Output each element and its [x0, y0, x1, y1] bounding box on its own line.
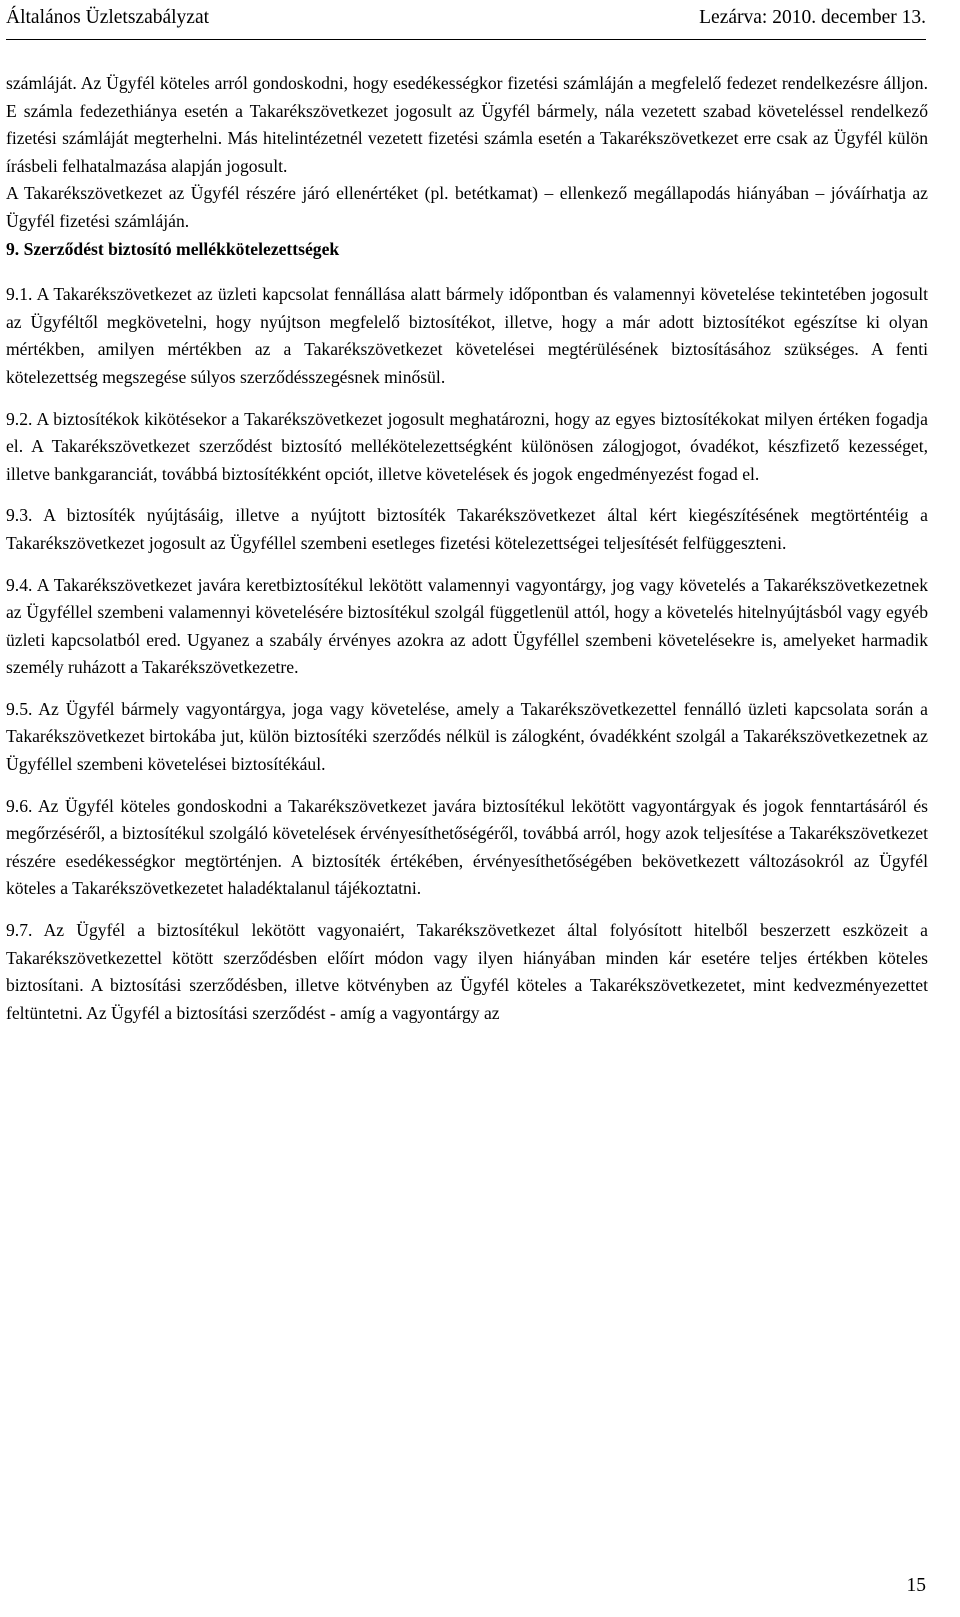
clause-9-7: 9.7. Az Ügyfél a biztosítékul lekötött vagyonaiért, Takarékszövetkezet által folyósított hitelből beszerzett eszközeit a Takarékszövetkezettel kötött szerződésben előírt módon vagy ilyen hiányában minden kár esetére teljes értékben köteles biztosítani. A biztosítási szerződésben, illetve kötvényben az Ügyfél köteles a Takarékszövetkezetet, mint kedvezményezettet feltüntetni. Az Ügyfél a biztosítási szerződést - amíg a vagyontárgy az — [6, 920, 928, 1023]
clause-9-6: 9.6. Az Ügyfél köteles gondoskodni a Takarékszövetkezet javára biztosítékul lekötött vagyontárgyak és jogok fenntartásáról és megőrzéséről, a biztosítékul szolgáló követelések érvényesíthetőségéről, továbbá arról, hogy azok teljesítése a Takarékszövetkezet részére esedékességkor megtörténjen. A biztosíték értékében, érvényesíthetőségében bekövetkezett változásokról az Ügyfél köteles a Takarékszövetkezetet haladéktalanul tájékoztatni. — [6, 795, 928, 899]
page-number: 15 — [906, 1575, 926, 1596]
section-title: 9. Szerződést biztosító mellékkötelezettségek — [6, 238, 340, 259]
clause-9-4: 9.4. A Takarékszövetkezet javára keretbiztosítékul lekötött valamennyi vagyontárgy, jog vagy követelés a Takarékszövetkezetnek az Ügyféllel szembeni valamennyi követelésére biztosítékul szolgál függetlenül attól, hogy a követelés hitelnyújtásból vagy egyéb üzleti kapcsolatból ered. Ugyanez a szabály érvényes azokra az adott Ügyféllel szembeni követelésekre is, amelyeket harmadik személy ruházott a Takarékszövetkezetre. — [6, 574, 928, 678]
clause-9-1: 9.1. A Takarékszövetkezet az üzleti kapcsolat fennállása alatt bármely időpontban és valamennyi követelése tekintetében jogosult az Ügyféltől megkövetelni, hogy nyújtson megfelelő biztosítékot, illetve, hogy a már adott biztosítékot egészítse ki olyan mértékben, amilyen mértékben az a Takarékszövetkezet követelései megtérülésének biztosításához szükséges. A fenti kötelezettség megszegése súlyos szerződésszegésnek minősül. — [6, 284, 928, 387]
document-body — [6, 70, 928, 1027]
page-header — [6, 5, 926, 40]
clause-9-3: 9.3. A biztosíték nyújtásáig, illetve a nyújtott biztosíték Takarékszövetkezet által kért kiegészítésének megtörténtéig a Takarékszövetkezet jogosult az Ügyféllel szembeni esetleges fizetési kötelezettségei teljesítését felfüggeszteni. — [6, 505, 928, 553]
clause-9-5: 9.5. Az Ügyfél bármely vagyontárgya, joga vagy követelése, amely a Takarékszövetkezettel fennálló üzleti kapcsolata során a Takarékszövetkezet birtokába jut, külön biztosítéki szerződés nélkül is zálogként, óvadékként szolgál a Takarékszövetkezetnek az Ügyféllel szembeni követelései biztosítékául. — [6, 698, 928, 775]
intro-paragraph-2: A Takarékszövetkezet az Ügyfél részére járó ellenértéket (pl. betétkamat) – ellenkező megállapodás hiányában – jóváírhatja az Ügyfél fizetési számláján. — [6, 183, 928, 231]
header-closing-date: Lezárva: 2010. december 13. — [699, 7, 926, 28]
header-title: Általános Üzletszabályzat — [6, 7, 210, 28]
clause-9-2: 9.2. A biztosítékok kikötésekor a Takarékszövetkezet jogosult meghatározni, hogy az egyes biztosítékokat milyen értéken fogadja el. A Takarékszövetkezet szerződést biztosító mellékötelezettségként különösen zálogjogot, óvadékot, készfizető kezességet, illetve bankgaranciát, továbbá biztosítékként opciót, illetve követelések és jogok engedményezést fogad el. — [6, 408, 928, 484]
intro-paragraph: számláját. Az Ügyfél köteles arról gondoskodni, hogy esedékességkor fizetési számláján a megfelelő fedezet rendelkezésre álljon. E számla fedezethiánya esetén a Takarékszövetkezet jogosult az Ügyfél bármely, nála vezetett szabad követeléssel rendelkező fizetési számláját megterhelni. Más hitelintézetnél vezetett fizetési számla esetén a Takarékszövetkezet erre csak az Ügyfél külön írásbeli felhatalmazása alapján jogosult. — [6, 73, 928, 176]
